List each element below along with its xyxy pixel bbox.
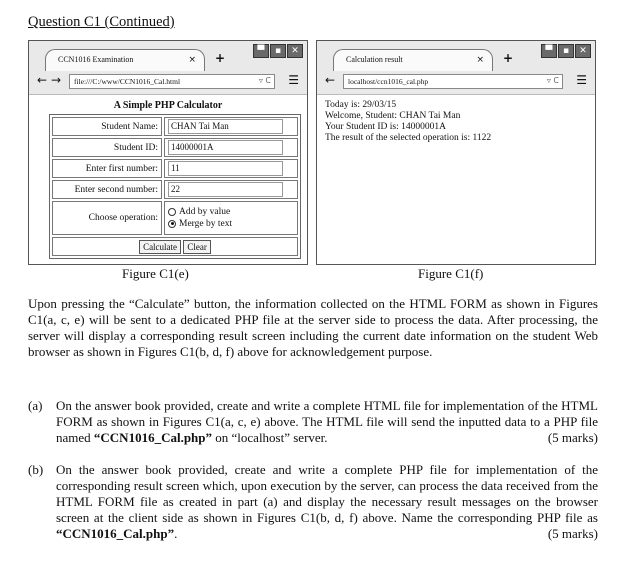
item-filename: “CCN1016_Cal.php” <box>56 526 175 541</box>
result-line-welcome: Welcome, Student: CHAN Tai Man <box>325 111 461 121</box>
first-number-label: Enter first number: <box>52 159 162 178</box>
minimize-icon[interactable]: ▀ <box>253 44 269 58</box>
item-body <box>56 462 598 542</box>
student-id-label: Student ID: <box>52 138 162 157</box>
student-id-input[interactable]: 14000001A <box>168 140 283 155</box>
tab-close-icon[interactable]: × <box>188 55 196 65</box>
second-number-input[interactable]: 22 <box>168 182 283 197</box>
item-marks: (5 marks) <box>547 526 598 541</box>
result-text <box>317 96 595 148</box>
form-row <box>52 180 298 199</box>
form-row <box>52 237 298 256</box>
buttons-cell <box>52 237 298 256</box>
form-cell <box>164 138 298 157</box>
form-row <box>52 159 298 178</box>
window-controls <box>541 44 591 58</box>
address-bar[interactable] <box>343 74 563 89</box>
nav-bar <box>35 73 301 91</box>
url-text: file:///C:/www/CCN1016_Cal.html <box>74 77 181 86</box>
item-filename: “CCN1016_Cal.php” <box>93 430 213 445</box>
calculator-form-table <box>49 114 301 259</box>
tab-title: Calculation result <box>346 55 403 64</box>
question-item-a <box>28 398 598 446</box>
calculate-button[interactable]: Calculate <box>139 240 181 254</box>
tab-title: CCN1016 Examination <box>58 55 134 64</box>
minimize-icon[interactable]: ▀ <box>541 44 557 58</box>
question-heading: Question C1 (Continued) <box>28 14 175 30</box>
form-row <box>52 201 298 235</box>
form-cell <box>164 159 298 178</box>
browser-chrome <box>317 41 595 95</box>
clear-button[interactable]: Clear <box>183 240 211 254</box>
form-cell <box>164 180 298 199</box>
question-item-b <box>28 462 598 542</box>
result-line-result: The result of the selected operation is: 1122 <box>325 133 492 143</box>
browser-tab[interactable] <box>45 49 205 71</box>
browser-chrome <box>29 41 307 95</box>
description-paragraph: Upon pressing the “Calculate” button, the information collected on the HTML FORM as shown in Figures C1(a, c, e) will be sent to a dedicated PHP file at the server side to process the data. After processing, the server will display a corresponding result screen including the current date information on the student Web browser as shown in Figures C1(b, d, f) above for acknowledgement purpose. <box>28 296 598 359</box>
new-tab-icon[interactable]: + <box>215 51 226 65</box>
new-tab-icon[interactable]: + <box>503 51 514 65</box>
item-label: (a) <box>28 398 43 413</box>
item-text: On the answer book provided, create and write a complete HTML file for implementation of the HTML FORM as shown in Figures C1(a, c, e) above. The HTML file will send the inputted data to a PHP file named <box>56 398 598 445</box>
radio-merge-icon[interactable] <box>168 220 176 228</box>
close-window-icon[interactable]: ✕ <box>287 44 303 58</box>
item-marks: (5 marks) <box>547 430 598 445</box>
student-name-input[interactable]: CHAN Tai Man <box>168 119 283 134</box>
page-content <box>29 96 307 264</box>
form-cell <box>164 201 298 235</box>
form-cell <box>164 117 298 136</box>
first-number-input[interactable]: 11 <box>168 161 283 176</box>
item-body <box>56 398 598 446</box>
item-text-end: on “localhost” server. <box>212 430 328 445</box>
browser-window-result <box>316 40 596 265</box>
tab-close-icon[interactable]: × <box>476 55 484 65</box>
url-text: localhost/ccn1016_cal.php <box>348 77 429 86</box>
maximize-icon[interactable]: ▪ <box>270 44 286 58</box>
item-text: On the answer book provided, create and write a complete PHP file for implementation of the corresponding result screen which, upon execution by the server, can process the data received from the HTML FORM file as created in part (a) and display the necessary result messages on the browser screen at the client side as shown in Figures C1(b, d, f) above. Name the corresponding PHP file as <box>56 462 598 525</box>
result-line-date: Today is: 29/03/15 <box>325 100 397 110</box>
form-row <box>52 138 298 157</box>
radio-add-icon[interactable] <box>168 208 176 216</box>
address-bar[interactable] <box>69 74 275 89</box>
operation-label: Choose operation: <box>52 201 162 235</box>
reload-icon[interactable]: ▿ C <box>258 76 271 85</box>
second-number-label: Enter second number: <box>52 180 162 199</box>
figure-caption-e: Figure C1(e) <box>122 266 189 281</box>
browser-tab[interactable] <box>333 49 493 71</box>
maximize-icon[interactable]: ▪ <box>558 44 574 58</box>
reload-icon[interactable]: ▿ C <box>546 76 559 85</box>
close-window-icon[interactable]: ✕ <box>575 44 591 58</box>
result-line-id: Your Student ID is: 14000001A <box>325 122 446 132</box>
forward-icon[interactable]: → <box>51 73 62 87</box>
browser-window-form <box>28 40 308 265</box>
menu-icon[interactable]: ☰ <box>288 73 299 87</box>
radio-add-label: Add by value <box>179 207 231 217</box>
radio-add-option[interactable] <box>168 206 294 218</box>
back-icon[interactable]: ← <box>325 73 336 87</box>
page-content <box>317 96 595 264</box>
figure-caption-f: Figure C1(f) <box>418 266 484 281</box>
window-controls <box>253 44 303 58</box>
nav-bar <box>323 73 589 91</box>
form-row <box>52 117 298 136</box>
item-label: (b) <box>28 462 44 477</box>
student-name-label: Student Name: <box>52 117 162 136</box>
radio-merge-label: Merge by text <box>179 219 233 229</box>
radio-merge-option[interactable] <box>168 218 294 230</box>
form-title: A Simple PHP Calculator <box>113 100 223 111</box>
item-text-end: . <box>174 526 178 541</box>
menu-icon[interactable]: ☰ <box>576 73 587 87</box>
back-icon[interactable]: ← <box>37 73 48 87</box>
